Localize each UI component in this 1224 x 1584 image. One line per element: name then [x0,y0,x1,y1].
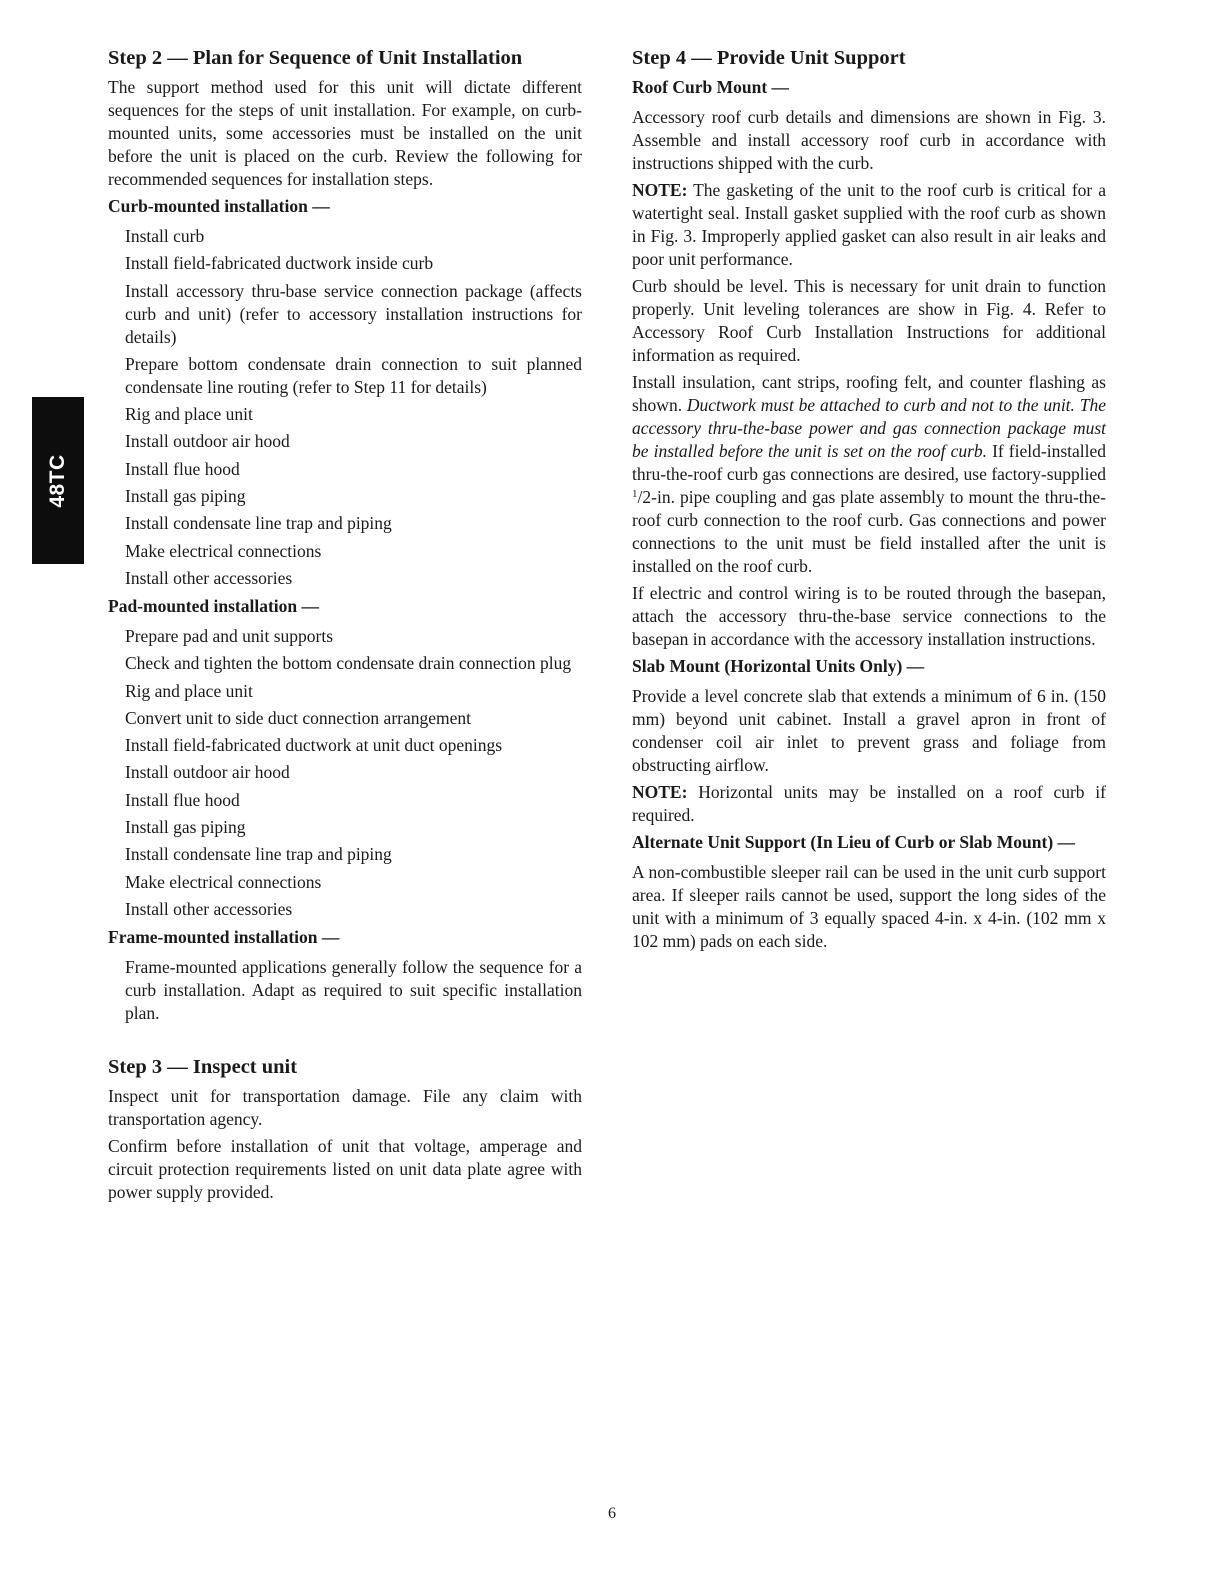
list-item: Make electrical connections [125,540,322,561]
list-item: Install flue hood [125,458,240,479]
step3-paragraph-2: Confirm before installation of unit that voltage, amperage and circuit protection requirements listed on unit data plate agree with power supply provided. [108,1135,582,1202]
alternate-support-heading: Alternate Unit Support (In Lieu of Curb or Slab Mount) — [632,832,1076,852]
curb-mounted-heading: Curb-mounted installation — [108,196,330,216]
frame-mounted-text: Frame-mounted applications generally follow the sequence for a curb installation. Adapt as required to suit specific installation plan. [125,956,582,1023]
list-item: Install flue hood [125,789,240,810]
curb-mounted-list [108,225,582,590]
left-column [108,44,582,1208]
pad-mounted-heading: Pad-mounted installation — [108,595,319,616]
list-item: Install condensate line trap and piping [125,513,392,534]
list-item: Install field-fabricated ductwork inside curb [125,253,434,274]
fraction-denominator: /2 [637,487,652,507]
text-run: If field-installed thru-the-roof curb gas connections are desired, use factory-supplied [632,441,1106,484]
step4-heading: Step 4 — Provide Unit Support [632,47,906,69]
italic-text: Ductwork must be attached to curb and not to the unit. The accessory thru-the-base power and gas connection package must be installed before the unit is set on the roof curb. [632,395,1106,461]
roof-curb-note [632,179,1106,271]
note-label: NOTE: [632,180,688,200]
list-item: Check and tighten the bottom condensate drain connection plug [125,653,572,674]
list-item: Prepare bottom condensate drain connection to suit planned condensate line routing (refer to Step 11 for details) [125,353,582,397]
list-item: Install accessory thru-base service connection package (affects curb and unit) (refer to accessory installation instructions for details) [125,280,582,347]
side-tab-label: 48TC [46,453,69,508]
text-run: Install insulation, cant strips, roofing felt, and counter flashing as shown. [632,372,1106,415]
note-text: The gasketing of the unit to the roof curb is critical for a watertight seal. Install gasket supplied with the roof curb as shown in Fig. 3. Improperly applied gasket can also result in air leaks and poor unit performance. [632,180,1106,269]
alternate-support-paragraph: A non-combustible sleeper rail can be used in the unit curb support area. If sleeper rails cannot be used, support the long sides of the unit with a minimum of 3 equally spaced 4-in. x 4-in. (102 mm x 102 mm) pads on each side. [632,862,1106,951]
right-column [632,44,1106,957]
list-item: Install condensate line trap and piping [125,844,392,865]
list-item: Install other accessories [125,898,293,919]
text-run: -in. pipe coupling and gas plate assembly to mount the thru-the-roof curb connection to the roof curb. Gas connections and power connections to the unit must be field installed after the unit is installed on the roof curb. [632,487,1106,576]
step3-heading: Step 3 — Inspect unit [108,1055,298,1078]
step2-intro: The support method used for this unit will dictate different sequences for the steps of unit installation. For example, on curb-mounted units, some accessories must be installed on the unit before the unit is placed on the curb. Review the following for recommended sequences for installation steps. [108,77,582,189]
step3-paragraph-1: Inspect unit for transportation damage. File any claim with transportation agency. [108,1085,582,1129]
side-tab [32,397,84,564]
list-item: Rig and place unit [125,680,253,701]
note-label: NOTE: [632,782,688,802]
list-item: Make electrical connections [125,871,322,892]
roof-curb-paragraph-3 [632,371,1106,578]
list-item: Install gas piping [125,817,246,838]
roof-curb-heading: Roof Curb Mount — [632,77,790,97]
fraction-numerator: 1 [632,488,638,500]
list-item: Install outdoor air hood [125,762,290,783]
pad-mounted-list [108,625,582,921]
list-item: Prepare pad and unit supports [125,625,334,646]
roof-curb-paragraph-2: Curb should be level. This is necessary for unit drain to function properly. Unit leveling tolerances are show in Fig. 4. Refer to Accessory Roof Curb Installation Instructions for additional information as required. [632,276,1106,365]
list-item: Install outdoor air hood [125,431,290,452]
step2-heading: Step 2 — Plan for Sequence of Unit Installation [108,47,523,69]
list-item: Install field-fabricated ductwork at unit duct openings [125,735,503,756]
note-text: Horizontal units may be installed on a roof curb if required. [632,782,1106,825]
list-item: Install other accessories [125,567,293,588]
slab-mount-paragraph: Provide a level concrete slab that extends a minimum of 6 in. (150 mm) beyond unit cabinet. Install a gravel apron in front of condenser coil air inlet to prevent grass and foliage from obstructing airflow. [632,686,1106,775]
list-item: Install curb [125,226,205,246]
frame-mounted-heading: Frame-mounted installation — [108,926,340,947]
roof-curb-paragraph-4: If electric and control wiring is to be routed through the basepan, attach the accessory thru-the-base service connections to the basepan in accordance with the accessory installation instructions. [632,583,1106,649]
page-number: 6 [608,1505,616,1522]
list-item: Rig and place unit [125,404,253,425]
roof-curb-paragraph-1: Accessory roof curb details and dimensions are shown in Fig. 3. Assemble and install accessory roof curb in accordance with instructions shipped with the curb. [632,107,1106,173]
list-item: Install gas piping [125,486,246,507]
slab-mount-heading: Slab Mount (Horizontal Units Only) — [632,656,925,676]
slab-mount-note [632,781,1106,827]
list-item: Convert unit to side duct connection arrangement [125,707,472,728]
